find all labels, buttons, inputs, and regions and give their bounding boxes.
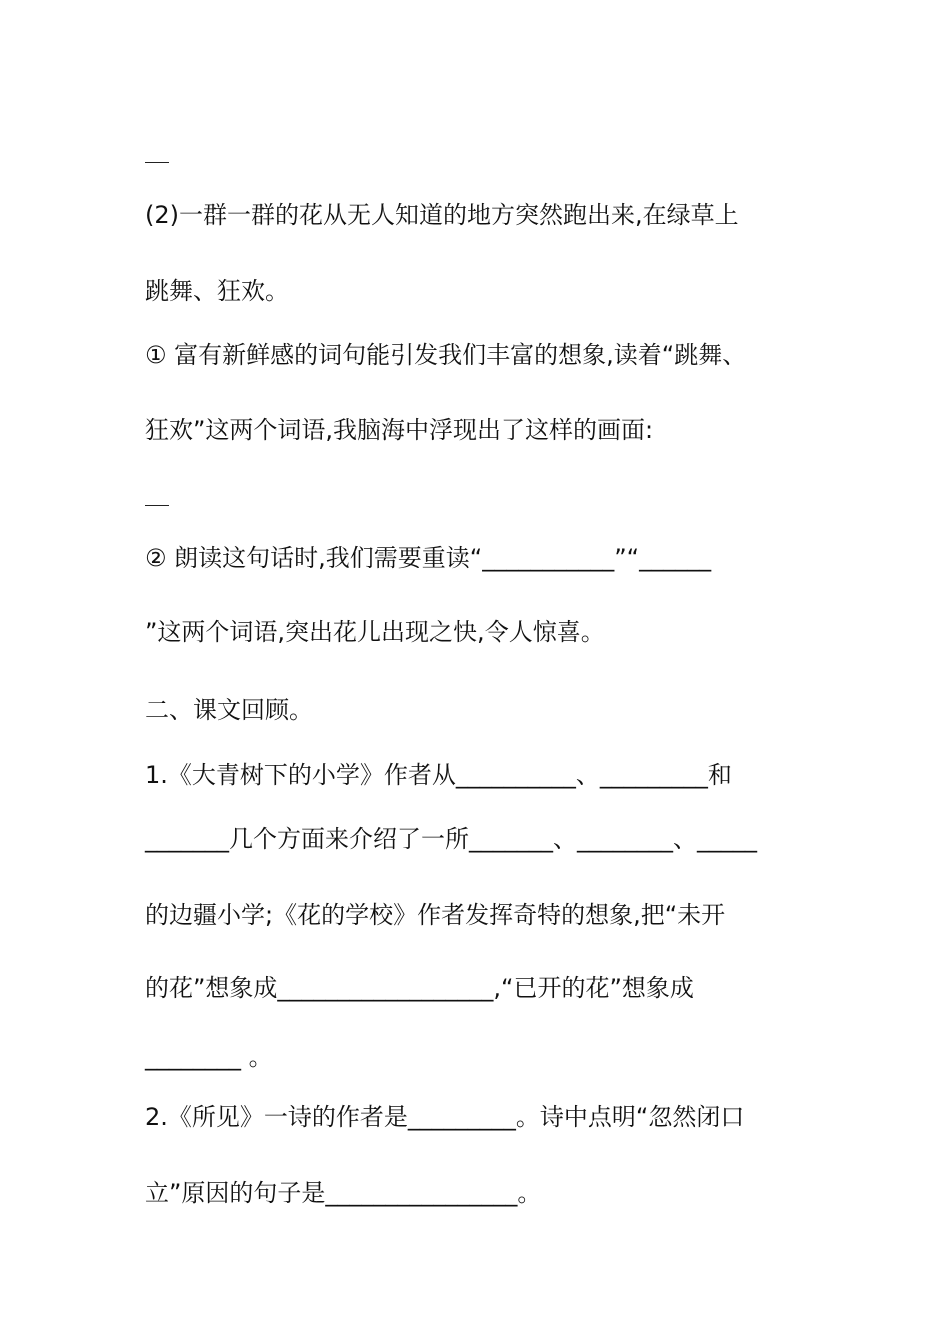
answer-rule (145, 505, 169, 506)
review-q1-line-2: _______几个方面来介绍了一所_______、________、_____ (145, 825, 757, 853)
question-2-text-line-1: (2)一群一群的花从无人知道的地方突然跑出来,在绿草上 (145, 201, 739, 229)
review-q2-line-1: 2.《所见》一诗的作者是_________。诗中点明“忽然闭口 (145, 1103, 745, 1131)
review-q1-line-5: ________ 。 (145, 1043, 273, 1071)
review-q2-line-2: 立”原因的句子是________________。 (145, 1179, 542, 1207)
review-q1-line-1: 1.《大青树下的小学》作者从__________、_________和 (145, 761, 732, 789)
subquestion-1-line-2: 狂欢”这两个词语,我脑海中浮现出了这样的画面: (145, 416, 654, 444)
subquestion-2-line-1: ② 朗读这句话时,我们需要重读“___________”“______ (145, 544, 712, 572)
subquestion-2-line-2: ”这两个词语,突出花儿出现之快,令人惊喜。 (145, 618, 605, 646)
section-heading: 二、课文回顾。 (145, 696, 313, 724)
question-2-text-line-2: 跳舞、狂欢。 (145, 277, 289, 305)
review-q1-line-4: 的花”想象成__________________,“已开的花”想象成 (145, 974, 694, 1002)
answer-rule (145, 162, 169, 163)
review-q1-line-3: 的边疆小学;《花的学校》作者发挥奇特的想象,把“未开 (145, 901, 726, 929)
subquestion-1-line-1: ① 富有新鲜感的词句能引发我们丰富的想象,读着“跳舞、 (145, 341, 747, 369)
